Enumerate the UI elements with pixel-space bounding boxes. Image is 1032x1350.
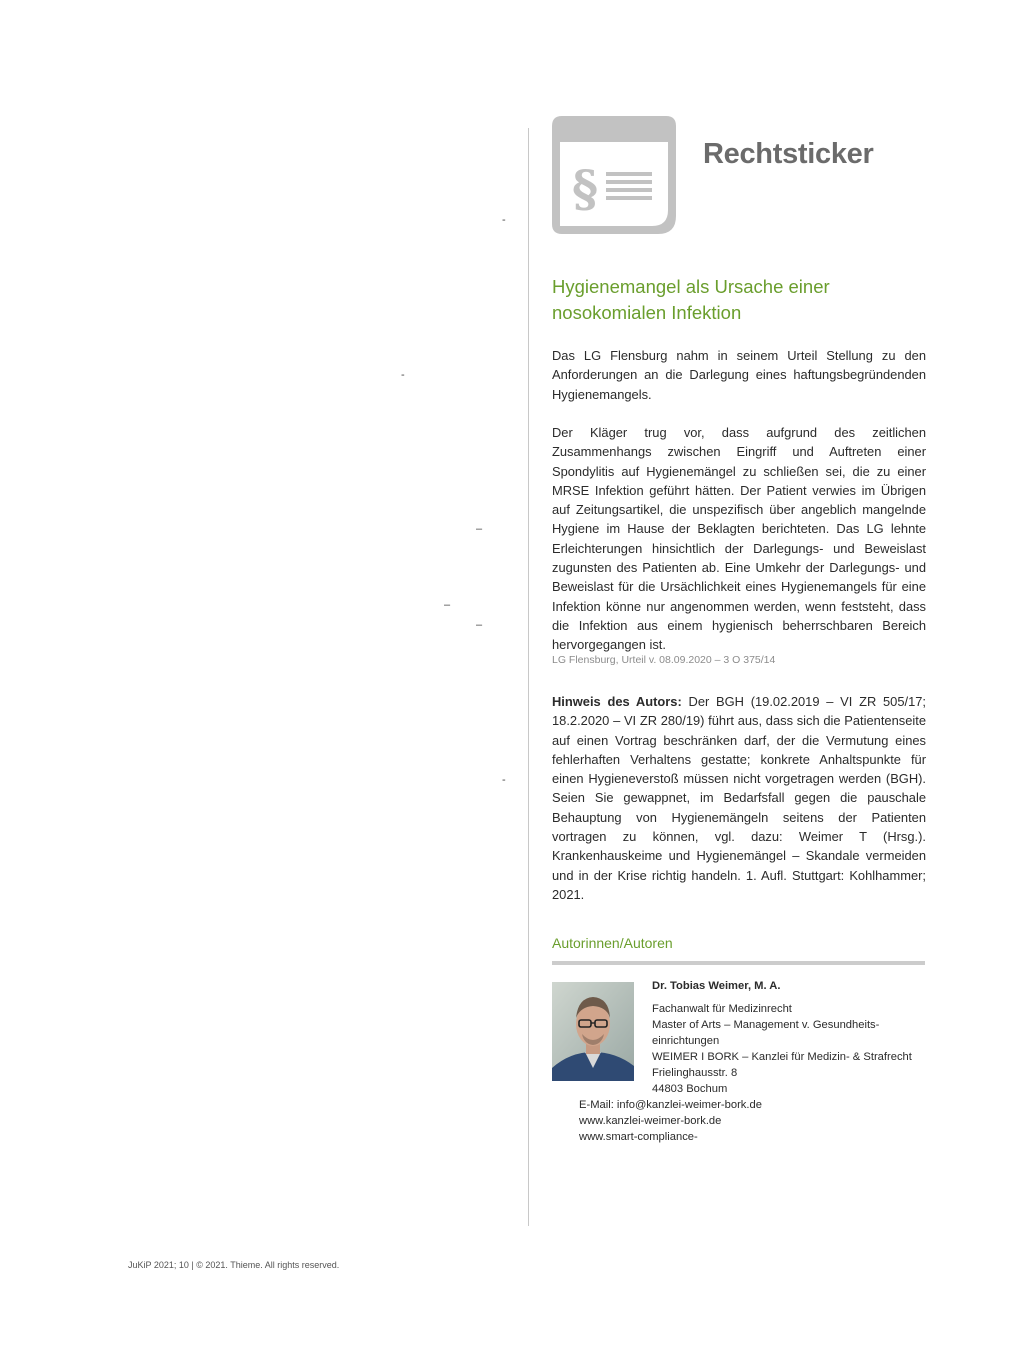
article-paragraph: Der Kläger trug vor, dass aufgrund des zeitlichen Zusammenhangs zwischen Eingriff und Auftreten einer Spondylitis auf Hygienemängel zu schließen sei, die zu einer MRSE Infektion geführt hätten. Der Patient verwies im Übrigen auf Zeitungsartikel, die unspezifisch über angeblich mangelnde Hygiene im Hause der Beklagten berichteten. Das LG lehnte Erleichterungen hinsichtlich der Darlegungs- und Beweislast zugunsten des Patienten ab. Eine Umkehr der Darlegungs- und Beweislast für die Ursächlichkeit eines Hygienemangels für eine Infektion könne nur angenommen werden, wenn feststeht, dass die Infektion aus einem hygienisch beherrschbaren Bereich hervorgegangen ist. xyxy=(552,425,926,653)
author-detail-line: WEIMER I BORK – Kanzlei für Medizin- & Strafrecht xyxy=(652,1051,912,1063)
headline-line: Hygienemangel als Ursache einer xyxy=(552,276,830,297)
article-paragraph: Das LG Flensburg nahm in seinem Urteil Stellung zu den Anforderungen an die Darlegung eines haftungsbegründenden Hygienemangels. xyxy=(552,348,926,402)
author-portrait xyxy=(552,982,634,1081)
stray-mark: - xyxy=(502,214,506,226)
author-note-label: Hinweis des Autors: xyxy=(552,694,682,709)
author-website: www.smart-compliance- xyxy=(579,1131,698,1143)
author-details xyxy=(652,1001,927,1097)
authors-heading: Autorinnen/Autoren xyxy=(552,935,673,951)
stray-mark: - xyxy=(502,774,506,786)
author-name: Dr. Tobias Weimer, M. A. xyxy=(652,980,781,992)
page-footer: JuKiP 2021; 10 | © 2021. Thieme. All rights reserved. xyxy=(128,1260,340,1270)
stray-mark: – xyxy=(476,523,483,535)
paragraph-symbol: § xyxy=(572,159,599,218)
author-detail-line: Frielinghausstr. 8 xyxy=(652,1067,738,1079)
authors-divider xyxy=(552,961,925,965)
author-website: www.kanzlei-weimer-bork.de xyxy=(579,1115,722,1127)
author-email: E-Mail: info@kanzlei-weimer-bork.de xyxy=(579,1099,762,1111)
article-headline xyxy=(552,274,932,326)
paragraph-document-icon xyxy=(552,116,676,234)
author-detail-line: Fachanwalt für Medizinrecht xyxy=(652,1003,792,1015)
author-note xyxy=(552,692,926,904)
author-contact xyxy=(579,1097,762,1145)
author-detail-line: 44803 Bochum xyxy=(652,1083,728,1095)
stray-mark: – xyxy=(476,619,483,631)
headline-line: nosokomialen Infektion xyxy=(552,302,742,323)
author-detail-line: Master of Arts – Management v. Gesundheits- xyxy=(652,1019,880,1031)
case-citation: LG Flensburg, Urteil v. 08.09.2020 – 3 O 375/14 xyxy=(552,654,776,666)
stray-mark: - xyxy=(401,369,405,381)
stray-mark: – xyxy=(444,599,451,611)
author-note-text: Der BGH (19.02.2019 – VI ZR 505/17; 18.2.2020 – VI ZR 280/19) führt aus, dass sich die Patientenseite auf einen Vortrag beschränken darf, der die Vermutung eines fehlerhaften Verhaltens gestatte; konkrete Anhaltspunkte für einen Hygieneverstoß müssen nicht vorgetragen werden (BGH). Seien Sie gewappnet, im Bedarfsfall gegen die pauschale Behauptung von Hygienemängeln seitens der Patienten vortragen zu können, vgl. dazu: Weimer T (Hrsg.). Krankenhauskeime und Hygienemängel – Skandale vermeiden und in der Krise richtig handeln. 1. Aufl. Stuttgart: Kohlhammer; 2021. xyxy=(552,694,927,902)
column-divider xyxy=(528,128,529,1226)
author-detail-line: einrichtungen xyxy=(652,1035,720,1047)
rubric-title: Rechtsticker xyxy=(703,138,874,170)
